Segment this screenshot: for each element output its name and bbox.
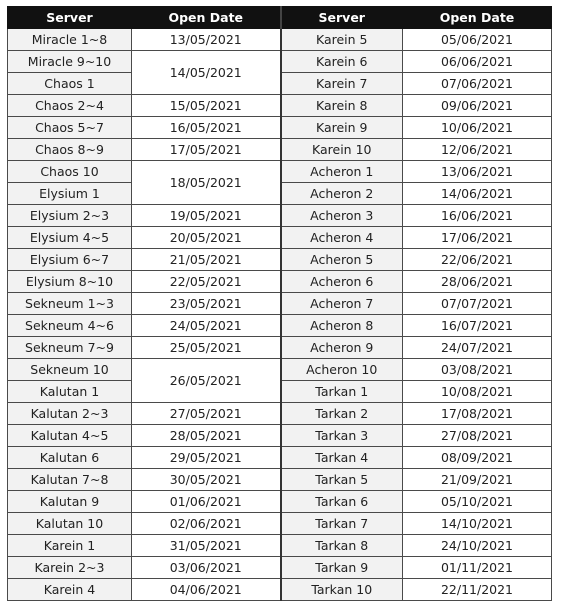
server-cell: Kalutan 2~3 (8, 403, 132, 425)
server-cell: Karein 2~3 (8, 557, 132, 579)
open-date-cell: 17/08/2021 (403, 403, 552, 425)
table-row (8, 469, 552, 491)
open-date-cell: 24/07/2021 (403, 337, 552, 359)
open-date-cell: 27/05/2021 (132, 403, 281, 425)
server-cell: Chaos 8~9 (8, 139, 132, 161)
server-cell: Kalutan 4~5 (8, 425, 132, 447)
open-date-cell: 18/05/2021 (132, 161, 281, 205)
open-date-cell: 03/06/2021 (132, 557, 281, 579)
open-date-cell: 26/05/2021 (132, 359, 281, 403)
open-date-cell: 16/06/2021 (403, 205, 552, 227)
server-cell: Kalutan 6 (8, 447, 132, 469)
open-date-cell: 16/05/2021 (132, 117, 281, 139)
open-date-cell: 07/06/2021 (403, 73, 552, 95)
header-open-date-left: Open Date (132, 7, 281, 29)
table-row (8, 315, 552, 337)
table-row (8, 337, 552, 359)
table-row (8, 359, 552, 381)
open-date-cell: 31/05/2021 (132, 535, 281, 557)
table-row (8, 513, 552, 535)
table-row (8, 51, 552, 73)
server-cell: Acheron 2 (281, 183, 403, 205)
open-date-cell: 14/06/2021 (403, 183, 552, 205)
server-cell: Kalutan 9 (8, 491, 132, 513)
open-date-cell: 19/05/2021 (132, 205, 281, 227)
server-cell: Kalutan 10 (8, 513, 132, 535)
open-date-cell: 10/06/2021 (403, 117, 552, 139)
server-cell: Chaos 1 (8, 73, 132, 95)
table-row (8, 425, 552, 447)
server-cell: Acheron 5 (281, 249, 403, 271)
table-row (8, 293, 552, 315)
open-date-cell: 21/05/2021 (132, 249, 281, 271)
open-date-cell: 24/10/2021 (403, 535, 552, 557)
server-cell: Acheron 1 (281, 161, 403, 183)
server-cell: Miracle 1~8 (8, 29, 132, 51)
open-date-cell: 30/05/2021 (132, 469, 281, 491)
open-date-cell: 05/10/2021 (403, 491, 552, 513)
header-open-date-right: Open Date (403, 7, 552, 29)
open-date-cell: 02/06/2021 (132, 513, 281, 535)
server-cell: Tarkan 3 (281, 425, 403, 447)
header-row (8, 7, 552, 29)
table-body (8, 29, 552, 601)
open-date-cell: 13/06/2021 (403, 161, 552, 183)
open-date-cell: 17/06/2021 (403, 227, 552, 249)
table-row (8, 557, 552, 579)
server-cell: Chaos 10 (8, 161, 132, 183)
server-cell: Acheron 10 (281, 359, 403, 381)
server-cell: Karein 10 (281, 139, 403, 161)
open-date-cell: 08/09/2021 (403, 447, 552, 469)
table-row (8, 447, 552, 469)
server-cell: Acheron 7 (281, 293, 403, 315)
server-cell: Sekneum 1~3 (8, 293, 132, 315)
server-cell: Sekneum 10 (8, 359, 132, 381)
table-row (8, 29, 552, 51)
open-date-cell: 13/05/2021 (132, 29, 281, 51)
table-row (8, 579, 552, 601)
server-cell: Acheron 4 (281, 227, 403, 249)
table-row (8, 249, 552, 271)
open-date-cell: 15/05/2021 (132, 95, 281, 117)
table-row (8, 161, 552, 183)
header-server-left: Server (8, 7, 132, 29)
table-row (8, 271, 552, 293)
open-date-cell: 01/11/2021 (403, 557, 552, 579)
server-cell: Tarkan 4 (281, 447, 403, 469)
server-cell: Tarkan 5 (281, 469, 403, 491)
open-date-cell: 23/05/2021 (132, 293, 281, 315)
table-row (8, 227, 552, 249)
open-date-cell: 12/06/2021 (403, 139, 552, 161)
table-row (8, 117, 552, 139)
server-cell: Tarkan 6 (281, 491, 403, 513)
table-row (8, 139, 552, 161)
open-date-cell: 25/05/2021 (132, 337, 281, 359)
server-cell: Acheron 3 (281, 205, 403, 227)
server-cell: Elysium 6~7 (8, 249, 132, 271)
server-cell: Elysium 8~10 (8, 271, 132, 293)
table-row (8, 535, 552, 557)
server-cell: Tarkan 10 (281, 579, 403, 601)
server-cell: Karein 4 (8, 579, 132, 601)
server-cell: Karein 7 (281, 73, 403, 95)
open-date-cell: 09/06/2021 (403, 95, 552, 117)
server-cell: Elysium 2~3 (8, 205, 132, 227)
server-cell: Tarkan 9 (281, 557, 403, 579)
open-date-cell: 05/06/2021 (403, 29, 552, 51)
header-server-right: Server (281, 7, 403, 29)
open-date-cell: 17/05/2021 (132, 139, 281, 161)
server-cell: Tarkan 8 (281, 535, 403, 557)
table-row (8, 95, 552, 117)
open-date-cell: 28/05/2021 (132, 425, 281, 447)
table-row (8, 403, 552, 425)
server-cell: Kalutan 1 (8, 381, 132, 403)
server-cell: Acheron 9 (281, 337, 403, 359)
open-date-cell: 14/10/2021 (403, 513, 552, 535)
open-date-cell: 16/07/2021 (403, 315, 552, 337)
open-date-cell: 24/05/2021 (132, 315, 281, 337)
server-cell: Tarkan 2 (281, 403, 403, 425)
server-open-date-table (7, 6, 552, 601)
open-date-cell: 21/09/2021 (403, 469, 552, 491)
server-cell: Karein 1 (8, 535, 132, 557)
open-date-cell: 10/08/2021 (403, 381, 552, 403)
open-date-cell: 22/05/2021 (132, 271, 281, 293)
server-cell: Acheron 8 (281, 315, 403, 337)
table-row (8, 491, 552, 513)
server-cell: Tarkan 7 (281, 513, 403, 535)
open-date-cell: 14/05/2021 (132, 51, 281, 95)
open-date-cell: 03/08/2021 (403, 359, 552, 381)
server-cell: Karein 9 (281, 117, 403, 139)
server-cell: Sekneum 4~6 (8, 315, 132, 337)
open-date-cell: 20/05/2021 (132, 227, 281, 249)
open-date-cell: 22/06/2021 (403, 249, 552, 271)
open-date-cell: 29/05/2021 (132, 447, 281, 469)
server-cell: Elysium 1 (8, 183, 132, 205)
server-cell: Sekneum 7~9 (8, 337, 132, 359)
server-cell: Elysium 4~5 (8, 227, 132, 249)
server-cell: Kalutan 7~8 (8, 469, 132, 491)
server-cell: Acheron 6 (281, 271, 403, 293)
open-date-cell: 04/06/2021 (132, 579, 281, 601)
table-row (8, 205, 552, 227)
open-date-cell: 22/11/2021 (403, 579, 552, 601)
open-date-cell: 01/06/2021 (132, 491, 281, 513)
server-cell: Chaos 5~7 (8, 117, 132, 139)
open-date-cell: 06/06/2021 (403, 51, 552, 73)
server-cell: Karein 5 (281, 29, 403, 51)
server-cell: Karein 8 (281, 95, 403, 117)
server-cell: Chaos 2~4 (8, 95, 132, 117)
server-cell: Karein 6 (281, 51, 403, 73)
open-date-cell: 27/08/2021 (403, 425, 552, 447)
open-date-cell: 28/06/2021 (403, 271, 552, 293)
server-cell: Miracle 9~10 (8, 51, 132, 73)
open-date-cell: 07/07/2021 (403, 293, 552, 315)
server-cell: Tarkan 1 (281, 381, 403, 403)
